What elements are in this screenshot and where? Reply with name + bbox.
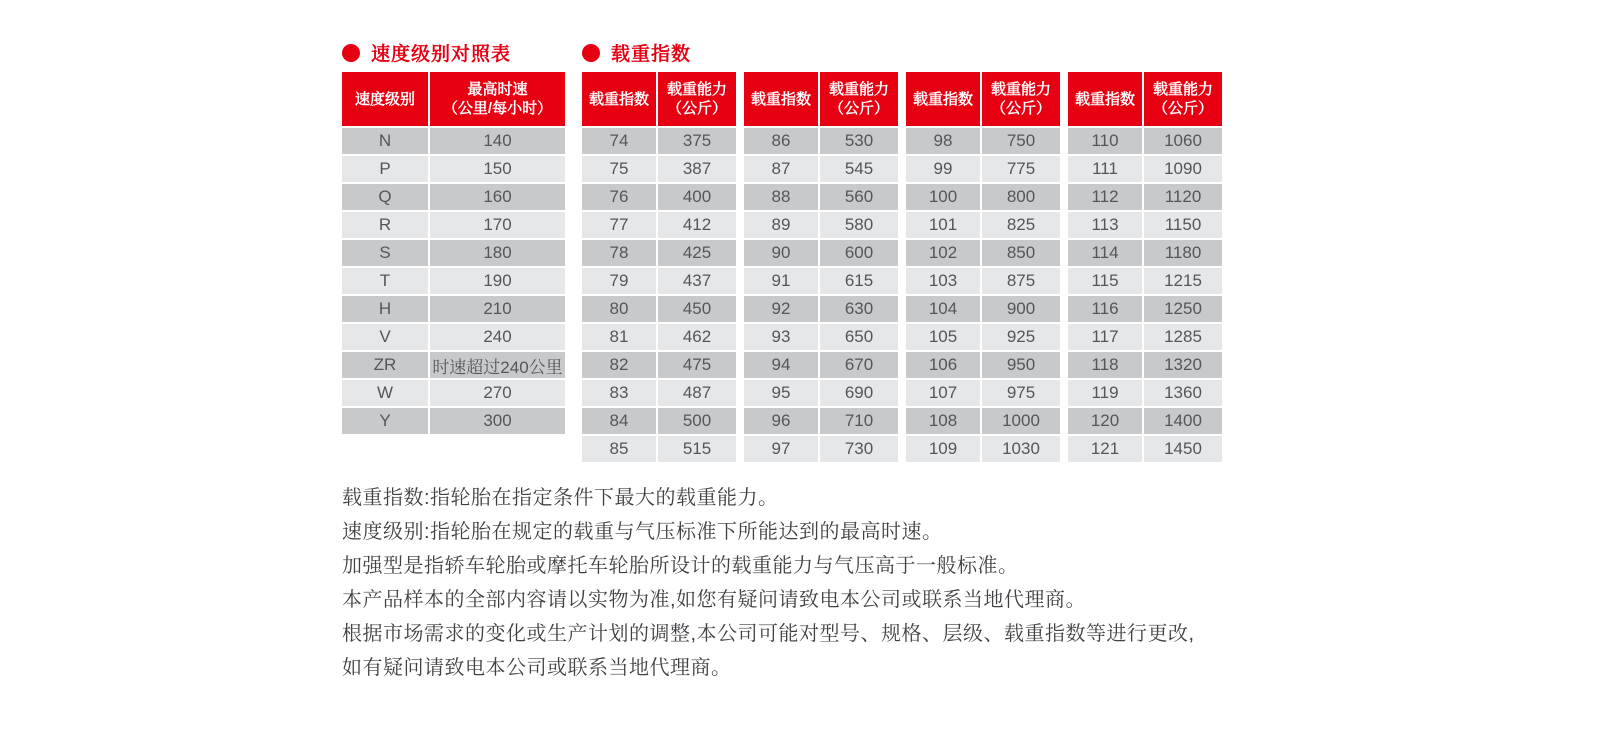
- load-index-cell: 108: [906, 408, 980, 434]
- red-dot-icon: [342, 44, 360, 62]
- load-index-cell: 103: [906, 268, 980, 294]
- speed-table-row: [342, 296, 565, 322]
- load-capacity-cell: 487: [658, 380, 736, 406]
- load-index-cell: 119: [1068, 380, 1142, 406]
- load-index-cell: 120: [1068, 408, 1142, 434]
- load-table-row: [582, 408, 736, 434]
- max-speed-cell: 210: [430, 296, 565, 322]
- load-capacity-cell: 462: [658, 324, 736, 350]
- load-index-header-cell: 载重指数: [1068, 72, 1142, 126]
- load-table-row: [1068, 324, 1222, 350]
- load-capacity-cell: 437: [658, 268, 736, 294]
- load-index-cell: 105: [906, 324, 980, 350]
- speed-table-row: [342, 184, 565, 210]
- speed-rating-cell: P: [342, 156, 428, 182]
- load-capacity-cell: 450: [658, 296, 736, 322]
- load-index-cell: 96: [744, 408, 818, 434]
- load-table-row: [744, 268, 898, 294]
- speed-table-header-row: [342, 72, 565, 126]
- load-table-row: [906, 352, 1060, 378]
- load-capacity-header-cell: [1144, 72, 1222, 126]
- load-capacity-cell: 950: [982, 352, 1060, 378]
- load-capacity-cell: 630: [820, 296, 898, 322]
- load-table-row: [906, 212, 1060, 238]
- load-table-row: [744, 436, 898, 462]
- load-table-header-row: [582, 72, 736, 126]
- load-table-row: [906, 184, 1060, 210]
- load-table-group: [906, 72, 1060, 464]
- load-index-cell: 88: [744, 184, 818, 210]
- load-table-row: [582, 128, 736, 154]
- speed-rating-cell: T: [342, 268, 428, 294]
- speed-rating-cell: V: [342, 324, 428, 350]
- max-speed-cell: 190: [430, 268, 565, 294]
- load-capacity-cell: 515: [658, 436, 736, 462]
- load-index-cell: 83: [582, 380, 656, 406]
- load-table-row: [1068, 380, 1222, 406]
- load-index-cell: 97: [744, 436, 818, 462]
- load-table-row: [1068, 212, 1222, 238]
- load-table-header-row: [744, 72, 898, 126]
- load-table-row: [1068, 296, 1222, 322]
- load-capacity-cell: 1215: [1144, 268, 1222, 294]
- load-index-cell: 111: [1068, 156, 1142, 182]
- speed-table-row: [342, 380, 565, 406]
- load-index-header-cell: 载重指数: [744, 72, 818, 126]
- speed-table-row: [342, 212, 565, 238]
- speed-rating-cell: R: [342, 212, 428, 238]
- load-table-row: [744, 296, 898, 322]
- max-speed-cell: 170: [430, 212, 565, 238]
- load-index-cell: 89: [744, 212, 818, 238]
- load-capacity-header-line2: （公斤）: [666, 100, 727, 117]
- load-index-header-cell: 载重指数: [906, 72, 980, 126]
- load-capacity-cell: 545: [820, 156, 898, 182]
- load-capacity-cell: 800: [982, 184, 1060, 210]
- load-table-row: [744, 212, 898, 238]
- load-table-row: [906, 296, 1060, 322]
- speed-table-row: [342, 352, 565, 378]
- speed-table-title: [342, 39, 511, 66]
- load-capacity-header-line2: （公斤）: [990, 100, 1051, 117]
- load-index-cell: 90: [744, 240, 818, 266]
- speed-table-row: [342, 156, 565, 182]
- load-table-row: [582, 156, 736, 182]
- load-table-row: [582, 212, 736, 238]
- speed-table-title-label: 速度级别对照表: [371, 44, 512, 65]
- max-speed-cell: 300: [430, 408, 565, 434]
- load-table-row: [906, 128, 1060, 154]
- load-index-cell: 84: [582, 408, 656, 434]
- load-table-header-row: [906, 72, 1060, 126]
- load-capacity-cell: 425: [658, 240, 736, 266]
- speed-table-row: [342, 324, 565, 350]
- load-capacity-cell: 1150: [1144, 212, 1222, 238]
- note-line: 速度级别:指轮胎在规定的载重与气压标准下所能达到的最高时速。: [342, 521, 943, 543]
- load-capacity-cell: 1450: [1144, 436, 1222, 462]
- load-index-cell: 80: [582, 296, 656, 322]
- load-table-row: [744, 240, 898, 266]
- load-table: [582, 72, 1223, 464]
- load-capacity-header-cell: [982, 72, 1060, 126]
- load-table-row: [1068, 268, 1222, 294]
- load-capacity-cell: 850: [982, 240, 1060, 266]
- load-table-row: [582, 240, 736, 266]
- load-table-row: [582, 184, 736, 210]
- max-speed-header-line1: 最高时速: [467, 81, 528, 98]
- load-index-cell: 100: [906, 184, 980, 210]
- note-line: 本产品样本的全部内容请以实物为准,如您有疑问请致电本公司或联系当地代理商。: [342, 589, 1087, 611]
- load-index-cell: 112: [1068, 184, 1142, 210]
- speed-table-row: [342, 240, 565, 266]
- load-index-cell: 106: [906, 352, 980, 378]
- load-capacity-cell: 750: [982, 128, 1060, 154]
- load-table-row: [1068, 128, 1222, 154]
- load-index-header-cell: 载重指数: [582, 72, 656, 126]
- max-speed-cell: 270: [430, 380, 565, 406]
- load-table-group: [744, 72, 898, 464]
- load-index-cell: 98: [906, 128, 980, 154]
- load-capacity-cell: 1250: [1144, 296, 1222, 322]
- load-table-row: [1068, 436, 1222, 462]
- load-table-group: [582, 72, 736, 464]
- load-capacity-cell: 875: [982, 268, 1060, 294]
- load-table-header-row: [1068, 72, 1222, 126]
- red-dot-icon: [582, 44, 600, 62]
- load-table-title: [582, 39, 691, 66]
- load-index-cell: 118: [1068, 352, 1142, 378]
- load-capacity-header-line2: （公斤）: [828, 100, 889, 117]
- load-table-row: [582, 352, 736, 378]
- max-speed-cell: 180: [430, 240, 565, 266]
- load-index-cell: 91: [744, 268, 818, 294]
- load-index-cell: 113: [1068, 212, 1142, 238]
- load-index-cell: 93: [744, 324, 818, 350]
- notes: [342, 481, 1195, 685]
- load-table-row: [744, 128, 898, 154]
- load-index-cell: 110: [1068, 128, 1142, 154]
- speed-table: [342, 72, 565, 436]
- max-speed-cell: 时速超过240公里: [430, 352, 565, 378]
- max-speed-header-line2: （公里/每小时）: [442, 100, 553, 117]
- load-table-row: [1068, 240, 1222, 266]
- load-capacity-cell: 900: [982, 296, 1060, 322]
- load-capacity-cell: 375: [658, 128, 736, 154]
- load-capacity-cell: 670: [820, 352, 898, 378]
- speed-rating-header-label: 速度级别: [354, 90, 415, 108]
- load-index-cell: 87: [744, 156, 818, 182]
- load-table-row: [582, 296, 736, 322]
- speed-table-row: [342, 408, 565, 434]
- load-index-cell: 117: [1068, 324, 1142, 350]
- load-index-cell: 114: [1068, 240, 1142, 266]
- load-capacity-cell: 925: [982, 324, 1060, 350]
- note-line: 根据市场需求的变化或生产计划的调整,本公司可能对型号、规格、层级、载重指数等进行更改,: [342, 623, 1195, 645]
- load-table-row: [1068, 408, 1222, 434]
- speed-rating-cell: Y: [342, 408, 428, 434]
- load-index-cell: 74: [582, 128, 656, 154]
- speed-rating-cell: H: [342, 296, 428, 322]
- load-capacity-cell: 560: [820, 184, 898, 210]
- load-table-row: [1068, 352, 1222, 378]
- max-speed-cell: 150: [430, 156, 565, 182]
- load-capacity-cell: 1360: [1144, 380, 1222, 406]
- load-capacity-cell: 710: [820, 408, 898, 434]
- load-index-cell: 81: [582, 324, 656, 350]
- load-capacity-cell: 600: [820, 240, 898, 266]
- load-table-row: [582, 268, 736, 294]
- load-index-cell: 85: [582, 436, 656, 462]
- load-capacity-header-line1: 载重能力: [666, 81, 727, 98]
- load-index-cell: 104: [906, 296, 980, 322]
- load-table-row: [582, 324, 736, 350]
- load-table-row: [1068, 156, 1222, 182]
- speed-table-row: [342, 268, 565, 294]
- load-table-row: [1068, 184, 1222, 210]
- note-line: 加强型是指轿车轮胎或摩托车轮胎所设计的载重能力与气压高于一般标准。: [342, 555, 1019, 577]
- load-index-cell: 94: [744, 352, 818, 378]
- load-table-group: [1068, 72, 1222, 464]
- load-capacity-cell: 530: [820, 128, 898, 154]
- load-index-cell: 107: [906, 380, 980, 406]
- load-capacity-header-cell: [658, 72, 736, 126]
- load-capacity-cell: 400: [658, 184, 736, 210]
- load-index-cell: 95: [744, 380, 818, 406]
- load-index-cell: 115: [1068, 268, 1142, 294]
- load-table-row: [744, 184, 898, 210]
- load-table-row: [906, 324, 1060, 350]
- max-speed-cell: 160: [430, 184, 565, 210]
- load-index-cell: 76: [582, 184, 656, 210]
- load-capacity-cell: 1090: [1144, 156, 1222, 182]
- load-index-cell: 92: [744, 296, 818, 322]
- load-capacity-cell: 825: [982, 212, 1060, 238]
- load-index-cell: 86: [744, 128, 818, 154]
- load-index-cell: 82: [582, 352, 656, 378]
- load-capacity-cell: 775: [982, 156, 1060, 182]
- max-speed-header-cell: [430, 72, 565, 126]
- load-table-row: [744, 408, 898, 434]
- load-table-row: [906, 436, 1060, 462]
- speed-table-row: [342, 128, 565, 154]
- load-table-row: [582, 380, 736, 406]
- load-capacity-header-line1: 载重能力: [1152, 81, 1213, 98]
- load-capacity-header-line1: 载重能力: [828, 81, 889, 98]
- load-capacity-cell: 615: [820, 268, 898, 294]
- load-table-row: [582, 436, 736, 462]
- load-capacity-cell: 1400: [1144, 408, 1222, 434]
- load-capacity-cell: 1320: [1144, 352, 1222, 378]
- load-index-cell: 109: [906, 436, 980, 462]
- load-table-title-label: 载重指数: [611, 44, 692, 65]
- load-table-row: [906, 240, 1060, 266]
- load-capacity-header-line2: （公斤）: [1152, 100, 1213, 117]
- load-table-row: [906, 408, 1060, 434]
- load-table-row: [906, 380, 1060, 406]
- load-capacity-cell: 1120: [1144, 184, 1222, 210]
- load-capacity-header-cell: [820, 72, 898, 126]
- speed-rating-cell: N: [342, 128, 428, 154]
- load-capacity-cell: 975: [982, 380, 1060, 406]
- load-capacity-cell: 1060: [1144, 128, 1222, 154]
- load-index-cell: 79: [582, 268, 656, 294]
- speed-rating-cell: S: [342, 240, 428, 266]
- speed-rating-cell: ZR: [342, 352, 428, 378]
- load-index-cell: 77: [582, 212, 656, 238]
- note-line: 如有疑问请致电本公司或联系当地代理商。: [342, 657, 732, 679]
- load-index-cell: 75: [582, 156, 656, 182]
- load-capacity-header-line1: 载重能力: [990, 81, 1051, 98]
- load-index-cell: 78: [582, 240, 656, 266]
- load-capacity-cell: 730: [820, 436, 898, 462]
- load-index-cell: 116: [1068, 296, 1142, 322]
- load-index-cell: 121: [1068, 436, 1142, 462]
- load-capacity-cell: 412: [658, 212, 736, 238]
- load-capacity-cell: 1000: [982, 408, 1060, 434]
- speed-rating-cell: Q: [342, 184, 428, 210]
- load-table-row: [906, 156, 1060, 182]
- speed-rating-header-cell: [342, 72, 428, 126]
- load-capacity-cell: 1030: [982, 436, 1060, 462]
- load-capacity-cell: 500: [658, 408, 736, 434]
- load-index-cell: 102: [906, 240, 980, 266]
- load-capacity-cell: 387: [658, 156, 736, 182]
- load-index-cell: 99: [906, 156, 980, 182]
- speed-rating-cell: W: [342, 380, 428, 406]
- max-speed-cell: 240: [430, 324, 565, 350]
- load-table-row: [906, 268, 1060, 294]
- load-table-row: [744, 352, 898, 378]
- load-capacity-cell: 580: [820, 212, 898, 238]
- max-speed-cell: 140: [430, 128, 565, 154]
- load-capacity-cell: 475: [658, 352, 736, 378]
- load-table-row: [744, 380, 898, 406]
- load-index-cell: 101: [906, 212, 980, 238]
- load-capacity-cell: 1285: [1144, 324, 1222, 350]
- load-capacity-cell: 1180: [1144, 240, 1222, 266]
- load-table-row: [744, 156, 898, 182]
- speed-table-body: [342, 128, 565, 434]
- note-line: 载重指数:指轮胎在指定条件下最大的载重能力。: [342, 487, 779, 509]
- load-table-row: [744, 324, 898, 350]
- load-capacity-cell: 650: [820, 324, 898, 350]
- load-capacity-cell: 690: [820, 380, 898, 406]
